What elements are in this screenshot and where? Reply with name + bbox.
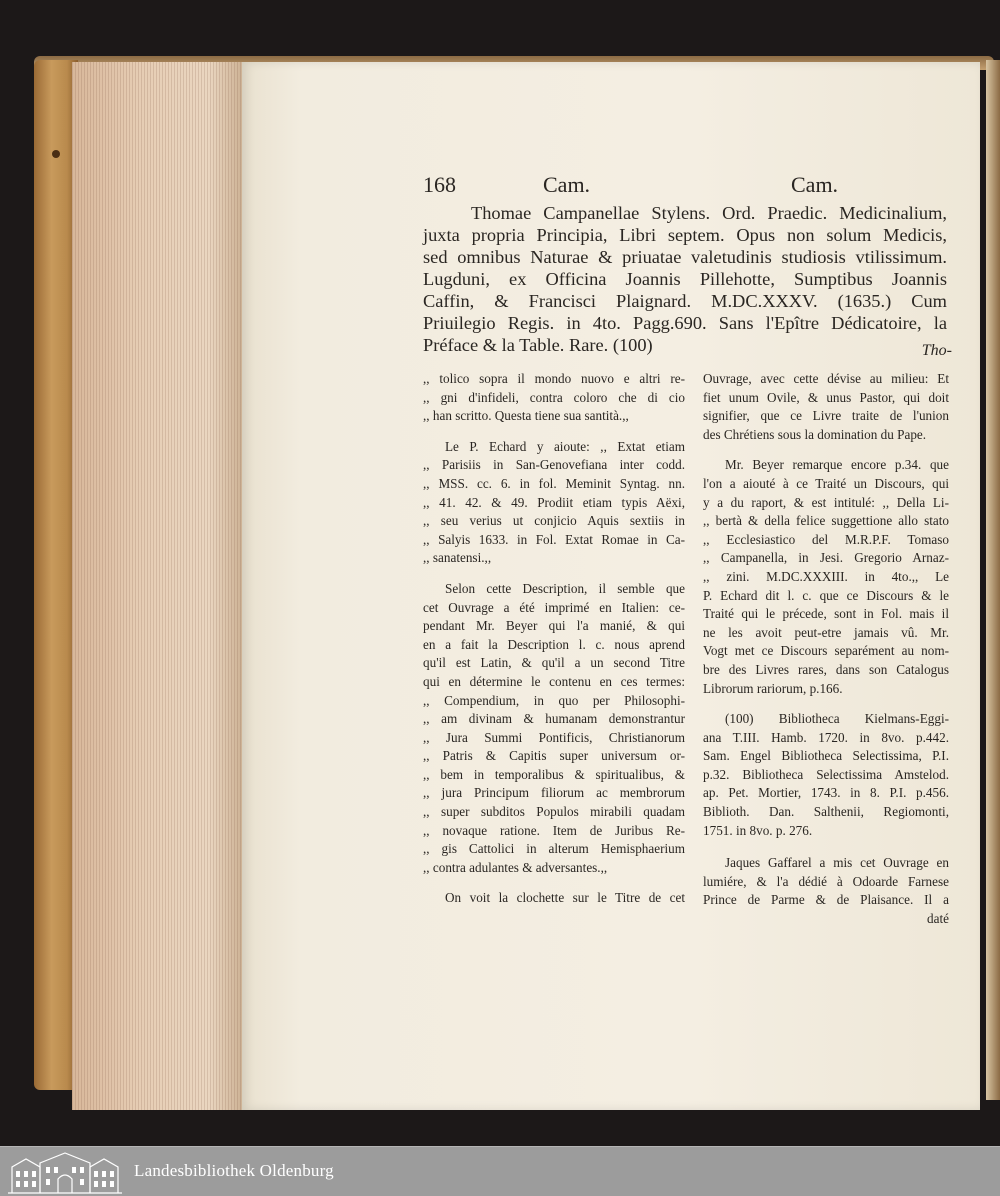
main-bibliographic-entry (423, 202, 947, 356)
text-line: signifier, que ce Livre traite de l'union (703, 408, 949, 424)
catch-word-column: daté (927, 911, 949, 927)
paragraph (423, 580, 685, 878)
running-head-right: Cam. (791, 172, 839, 197)
page-number: 168 (423, 172, 456, 197)
text-line: ,, bertà & della felice suggettione allo stato (703, 513, 949, 529)
text-line: ,, am divinam & humanam demonstrantur (423, 711, 685, 727)
text-line: ,, Patris & Capitis super universum or- (423, 748, 685, 764)
text-line: Sam. Engel Bibliotheca Selectissima, P.I. (703, 748, 949, 764)
running-head-left: Cam. (543, 172, 591, 197)
text-line: ,, bem in temporalibus & spiritualibus, & (423, 766, 685, 782)
entry-line: sed omnibus Naturae & priuatae valetudinis studiosis vtilissimum. (423, 247, 947, 267)
text-line: Selon cette Description, il semble que (445, 580, 685, 596)
book-page (242, 62, 980, 1110)
text-line: des Chrétiens sous la domination du Pape. (703, 426, 927, 442)
text-line: pendant Mr. Beyer qui l'a manié, & qui (423, 618, 685, 634)
text-line: ,, tolico sopra il mondo nuovo e altri re- (423, 371, 685, 386)
text-line: ,, Compendium, in quo per Philosophi- (423, 692, 685, 708)
paragraph (703, 854, 949, 928)
text-line: ,, zini. M.DC.XXXIII. in 4to.,, Le (703, 568, 949, 584)
text-line: cet Ouvrage a été imprimé en Italien: ce- (423, 599, 685, 615)
text-line: ,, Campanella, in Jesi. Gregorio Arnaz- (703, 550, 949, 566)
running-head (242, 172, 980, 202)
catch-word: Tho- (921, 342, 952, 359)
text-line: ,, Parisiis in San-Genovefiana inter codd. (423, 457, 685, 473)
entry-line: juxta propria Principia, Libri septem. Opus non solum Medicis, (423, 225, 947, 245)
text-line: ,, MSS. cc. 6. in fol. Meminit Syntag. nn. (423, 475, 685, 491)
text-line: P. Echard dit l. c. que ce Discours & le (703, 587, 949, 603)
text-line: Prince de Parme & de Plaisance. Il a (703, 892, 949, 908)
paragraph (423, 889, 685, 908)
text-line: ,, gis Cattolici in alterum Hemisphaerium (423, 841, 685, 857)
text-line: 1751. in 8vo. p. 276. (703, 822, 813, 838)
text-line: ,, novaque ratione. Item de Juribus Re- (423, 822, 685, 838)
text-line: bre des Livres rares, dans son Catalogus (703, 661, 949, 677)
text-line: en a fait la Description l. c. nous aprend (423, 636, 685, 652)
paragraph (423, 438, 685, 568)
text-line: Jaques Gaffarel a mis cet Ouvrage en (725, 855, 949, 871)
text-line: Librorum rariorum, p.166. (703, 680, 843, 696)
library-name: Landesbibliothek Oldenburg (134, 1161, 334, 1180)
book-cover-right-edge (986, 60, 1000, 1100)
text-line: y a du raport, & est intitulé: ,, Della Li- (703, 494, 949, 510)
text-line: qui en détermine le contenu en ces termes: (423, 673, 685, 689)
text-line: ,, gni d'infideli, contra coloro che di cio (423, 389, 685, 405)
footer-bar (0, 1146, 1000, 1196)
cover-nail-dot (52, 150, 60, 158)
text-line: ,, contra adulantes & adversantes.,, (423, 859, 608, 875)
text-line: Ouvrage, avec cette dévise au milieu: Et (703, 371, 949, 386)
text-line: ap. Pet. Mortier, 1743. in 8. P.I. p.456. (703, 785, 949, 801)
paragraph (423, 370, 685, 426)
text-line: Biblioth. Dan. Salthenii, Regiomonti, (703, 804, 949, 820)
paragraph (703, 370, 949, 444)
text-line: On voit la clochette sur le Titre de cet (445, 890, 685, 906)
text-line: ,, seu verius ut conjicio Aquis sextiis in (423, 513, 685, 529)
text-line: l'on a aiouté à ce Traité un Discours, qui (703, 475, 949, 491)
text-line: (100) Bibliotheca Kielmans-Eggi- (725, 711, 949, 727)
text-line: ,, sanatensi.,, (423, 550, 492, 566)
text-line: ,, jura Principum filiorum ac membrorum (423, 785, 685, 801)
text-line: fiet unum Ovile, & unus Pastor, qui doit (703, 389, 949, 405)
text-line: Traité qui le précede, sont in Fol. mais il (703, 606, 949, 622)
text-line: ,, han scritto. Questa tiene sua santità.,, (423, 408, 629, 424)
text-line: Mr. Beyer remarque encore p.34. que (725, 457, 949, 473)
right-text-column (703, 370, 949, 941)
page-edges-stack (72, 62, 244, 1110)
text-line: ana T.III. Hamb. 1720. in 8vo. p.442. (703, 729, 949, 745)
text-line: ,, super subditos Populos mirabili quadam (423, 804, 685, 820)
text-line: qu'il est Latin, & qu'il a un second Titre (423, 655, 685, 671)
text-line: Le P. Echard y aioute: ,, Extat etiam (445, 438, 685, 454)
footnote-paragraph (703, 710, 949, 840)
entry-line: Priuilegio Regis. in 4to. Pagg.690. Sans l'Epître Dédicatoire, la (423, 313, 947, 333)
entry-line: Préface & la Table. Rare. (100) (423, 335, 653, 355)
text-line: ,, Salyis 1633. in Fol. Extat Romae in Ca- (423, 531, 685, 547)
entry-line: Caffin, & Francisci Plaignard. M.DC.XXXV. (1635.) Cum (423, 291, 947, 311)
text-line: ne les avoit peut-etre jamais vû. Mr. (703, 624, 949, 640)
text-line: ,, Jura Summi Pontificis, Christianorum (423, 729, 685, 745)
left-text-column (423, 370, 685, 920)
text-line: ,, Ecclesiastico del M.R.P.F. Tomaso (703, 531, 949, 547)
text-line: Vogt met ce Discours separément au nom- (703, 643, 949, 659)
paragraph (703, 456, 949, 698)
text-line: lumiére, & l'a dédié à Odoarde Farnese (703, 873, 949, 889)
library-building-logo-icon (6, 1149, 124, 1195)
entry-line: Thomae Campanellae Stylens. Ord. Praedic. Medicinalium, (471, 203, 947, 223)
text-line: p.32. Bibliotheca Selectissima Amstelod. (703, 766, 949, 782)
entry-line: Lugduni, ex Officina Joannis Pillehotte, Sumptibus Joannis (423, 269, 947, 289)
text-line: ,, 41. 42. & 49. Prodiit etiam typis Aëxi, (423, 494, 685, 510)
